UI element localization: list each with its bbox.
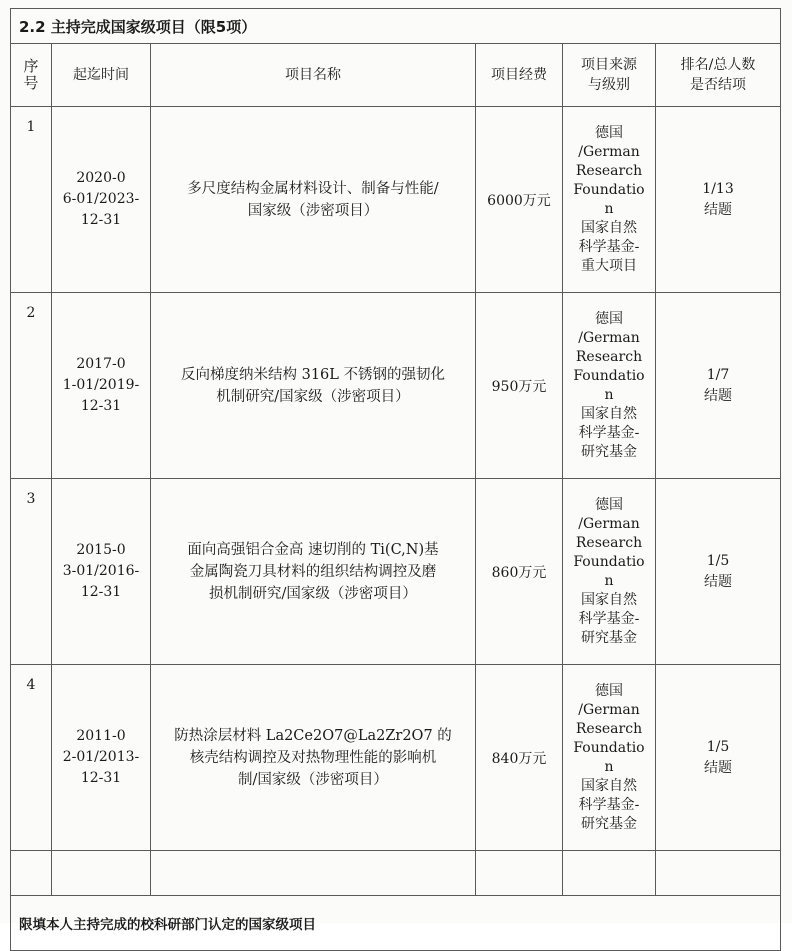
- row-seq: 1: [11, 107, 52, 293]
- empty-cell: [52, 851, 151, 896]
- row-seq: 2: [11, 293, 52, 479]
- row-project-name: 面向高强铝合金高 速切削的 Ti(C,N)基 金属陶瓷刀具材料的组织结构调控及磨 损机制研究/国家级（涉密项目）: [151, 479, 476, 665]
- row-source: 德国 /German Research Foundatio n 国家自然 科学基金- 研究基金: [563, 479, 656, 665]
- row-project-name: 多尺度结构金属材料设计、制备与性能/ 国家级（涉密项目）: [151, 107, 476, 293]
- row-project-name: 反向梯度纳米结构 316L 不锈钢的强韧化 机制研究/国家级（涉密项目）: [151, 293, 476, 479]
- empty-table-row: [11, 851, 781, 896]
- table-header-row: [11, 44, 781, 107]
- header-seq: 序 号: [11, 44, 52, 107]
- header-name: 项目名称: [151, 44, 476, 107]
- row-funding: 950万元: [476, 293, 563, 479]
- row-rank: 1/5 结题: [656, 665, 781, 851]
- table-row: [11, 107, 781, 293]
- row-time: 2015-0 3-01/2016- 12-31: [52, 479, 151, 665]
- row-seq: 3: [11, 479, 52, 665]
- row-time: 2017-0 1-01/2019- 12-31: [52, 293, 151, 479]
- row-rank: 1/13 结题: [656, 107, 781, 293]
- table-row: [11, 293, 781, 479]
- empty-cell: [476, 851, 563, 896]
- header-source: 项目来源 与级别: [563, 44, 656, 107]
- row-source: 德国 /German Research Foundatio n 国家自然 科学基金- 重大项目: [563, 107, 656, 293]
- row-source: 德国 /German Research Foundatio n 国家自然 科学基金- 研究基金: [563, 665, 656, 851]
- header-time: 起迄时间: [52, 44, 151, 107]
- row-time: 2020-0 6-01/2023- 12-31: [52, 107, 151, 293]
- empty-cell: [656, 851, 781, 896]
- row-rank: 1/7 结题: [656, 293, 781, 479]
- row-funding: 840万元: [476, 665, 563, 851]
- header-rank: 排名/总人数 是否结项: [656, 44, 781, 107]
- row-seq: 4: [11, 665, 52, 851]
- row-rank: 1/5 结题: [656, 479, 781, 665]
- header-funding: 项目经费: [476, 44, 563, 107]
- row-project-name: 防热涂层材料 La2Ce2O7@La2Zr2O7 的 核壳结构调控及对热物理性能的影响机 制/国家级（涉密项目）: [151, 665, 476, 851]
- row-funding: 6000万元: [476, 107, 563, 293]
- table-row: [11, 479, 781, 665]
- empty-cell: [563, 851, 656, 896]
- row-source: 德国 /German Research Foundatio n 国家自然 科学基金- 研究基金: [563, 293, 656, 479]
- empty-cell: [11, 851, 52, 896]
- table-row: [11, 665, 781, 851]
- empty-cell: [151, 851, 476, 896]
- national-projects-table: [10, 8, 781, 951]
- section-title: 2.2 主持完成国家级项目（限5项）: [11, 9, 781, 44]
- footer-note: 限填本人主持完成的校科研部门认定的国家级项目: [11, 896, 781, 951]
- row-time: 2011-0 2-01/2013- 12-31: [52, 665, 151, 851]
- row-funding: 860万元: [476, 479, 563, 665]
